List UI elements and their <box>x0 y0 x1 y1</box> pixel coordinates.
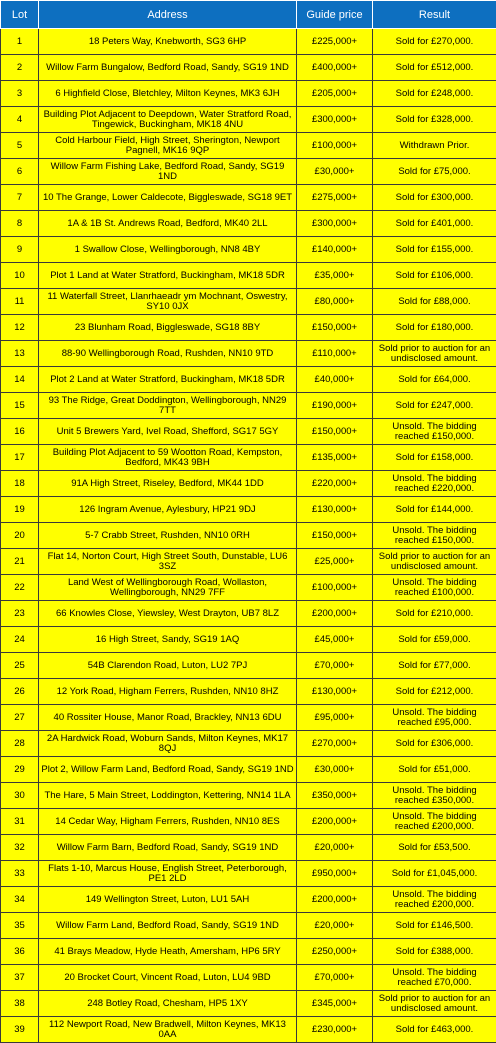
table-row <box>1 185 496 211</box>
cell-address: Willow Farm Bungalow, Bedford Road, Sandy, SG19 1ND <box>39 55 297 81</box>
cell-address: 1 Swallow Close, Wellingborough, NN8 4BY <box>39 237 297 263</box>
cell-address: Willow Farm Barn, Bedford Road, Sandy, SG19 1ND <box>39 835 297 861</box>
cell-lot: 18 <box>1 471 39 497</box>
cell-lot: 8 <box>1 211 39 237</box>
cell-guide-price: £150,000+ <box>297 315 373 341</box>
table-row <box>1 341 496 367</box>
cell-lot: 39 <box>1 1017 39 1043</box>
cell-guide-price: £200,000+ <box>297 887 373 913</box>
cell-guide-price: £400,000+ <box>297 55 373 81</box>
cell-guide-price: £70,000+ <box>297 653 373 679</box>
cell-lot: 25 <box>1 653 39 679</box>
cell-guide-price: £200,000+ <box>297 601 373 627</box>
cell-lot: 24 <box>1 627 39 653</box>
cell-address: 149 Wellington Street, Luton, LU1 5AH <box>39 887 297 913</box>
table-row <box>1 939 496 965</box>
cell-lot: 12 <box>1 315 39 341</box>
cell-result: Sold prior to auction for an undisclosed amount. <box>373 341 496 367</box>
cell-result: Sold for £306,000. <box>373 731 496 757</box>
cell-result: Sold for £1,045,000. <box>373 861 496 887</box>
table-row <box>1 965 496 991</box>
cell-guide-price: £275,000+ <box>297 185 373 211</box>
cell-lot: 9 <box>1 237 39 263</box>
header-lot: Lot <box>1 1 39 29</box>
table-row <box>1 393 496 419</box>
cell-result: Sold for £212,000. <box>373 679 496 705</box>
table-row <box>1 887 496 913</box>
cell-lot: 26 <box>1 679 39 705</box>
cell-address: The Hare, 5 Main Street, Loddington, Kettering, NN14 1LA <box>39 783 297 809</box>
cell-address: 40 Rossiter House, Manor Road, Brackley, NN13 6DU <box>39 705 297 731</box>
table-row <box>1 835 496 861</box>
cell-result: Sold for £328,000. <box>373 107 496 133</box>
cell-guide-price: £35,000+ <box>297 263 373 289</box>
cell-address: Unit 5 Brewers Yard, Ivel Road, Shefford, SG17 5GY <box>39 419 297 445</box>
cell-address: 66 Knowles Close, Yiewsley, West Drayton, UB7 8LZ <box>39 601 297 627</box>
cell-address: 126 Ingram Avenue, Aylesbury, HP21 9DJ <box>39 497 297 523</box>
cell-guide-price: £250,000+ <box>297 939 373 965</box>
cell-guide-price: £300,000+ <box>297 107 373 133</box>
cell-guide-price: £150,000+ <box>297 419 373 445</box>
cell-lot: 29 <box>1 757 39 783</box>
cell-address: Plot 2 Land at Water Stratford, Buckingham, MK18 5DR <box>39 367 297 393</box>
cell-result: Sold for £51,000. <box>373 757 496 783</box>
cell-result: Sold for £59,000. <box>373 627 496 653</box>
cell-address: Flats 1-10, Marcus House, English Street, Peterborough, PE1 2LD <box>39 861 297 887</box>
table-row <box>1 861 496 887</box>
cell-lot: 17 <box>1 445 39 471</box>
cell-result: Sold for £88,000. <box>373 289 496 315</box>
header-result: Result <box>373 1 496 29</box>
table-row <box>1 809 496 835</box>
cell-address: 18 Peters Way, Knebworth, SG3 6HP <box>39 29 297 55</box>
table-body <box>1 29 496 1043</box>
cell-lot: 21 <box>1 549 39 575</box>
cell-lot: 38 <box>1 991 39 1017</box>
table-row <box>1 471 496 497</box>
table-row <box>1 783 496 809</box>
cell-guide-price: £25,000+ <box>297 549 373 575</box>
table-row <box>1 549 496 575</box>
cell-lot: 30 <box>1 783 39 809</box>
cell-result: Sold for £158,000. <box>373 445 496 471</box>
table-row <box>1 133 496 159</box>
cell-guide-price: £345,000+ <box>297 991 373 1017</box>
header-row <box>1 1 496 29</box>
cell-lot: 3 <box>1 81 39 107</box>
table-row <box>1 731 496 757</box>
cell-guide-price: £950,000+ <box>297 861 373 887</box>
cell-guide-price: £20,000+ <box>297 835 373 861</box>
cell-address: Willow Farm Fishing Lake, Bedford Road, Sandy, SG19 1ND <box>39 159 297 185</box>
cell-address: Building Plot Adjacent to 59 Wootton Road, Kempston, Bedford, MK43 9BH <box>39 445 297 471</box>
cell-result: Withdrawn Prior. <box>373 133 496 159</box>
cell-result: Sold for £401,000. <box>373 211 496 237</box>
cell-guide-price: £45,000+ <box>297 627 373 653</box>
table-row <box>1 523 496 549</box>
cell-result: Unsold. The bidding reached £150,000. <box>373 419 496 445</box>
cell-result: Unsold. The bidding reached £200,000. <box>373 887 496 913</box>
cell-guide-price: £110,000+ <box>297 341 373 367</box>
cell-address: 88-90 Wellingborough Road, Rushden, NN10 9TD <box>39 341 297 367</box>
cell-address: 91A High Street, Riseley, Bedford, MK44 1DD <box>39 471 297 497</box>
cell-guide-price: £20,000+ <box>297 913 373 939</box>
cell-guide-price: £220,000+ <box>297 471 373 497</box>
cell-address: 11 Waterfall Street, Llanrhaeadr ym Mochnant, Oswestry, SY10 0JX <box>39 289 297 315</box>
cell-lot: 37 <box>1 965 39 991</box>
table-row <box>1 315 496 341</box>
cell-result: Unsold. The bidding reached £350,000. <box>373 783 496 809</box>
header-guide-price: Guide price <box>297 1 373 29</box>
cell-result: Sold for £53,500. <box>373 835 496 861</box>
cell-lot: 1 <box>1 29 39 55</box>
cell-result: Unsold. The bidding reached £70,000. <box>373 965 496 991</box>
cell-lot: 20 <box>1 523 39 549</box>
cell-address: 10 The Grange, Lower Caldecote, Biggleswade, SG18 9ET <box>39 185 297 211</box>
cell-result: Unsold. The bidding reached £95,000. <box>373 705 496 731</box>
cell-result: Sold for £210,000. <box>373 601 496 627</box>
table-row <box>1 1017 496 1043</box>
cell-guide-price: £300,000+ <box>297 211 373 237</box>
cell-address: 93 The Ridge, Great Doddington, Wellingborough, NN29 7TT <box>39 393 297 419</box>
cell-lot: 10 <box>1 263 39 289</box>
cell-result: Sold for £512,000. <box>373 55 496 81</box>
cell-lot: 7 <box>1 185 39 211</box>
cell-lot: 32 <box>1 835 39 861</box>
cell-lot: 11 <box>1 289 39 315</box>
cell-address: 1A & 1B St. Andrews Road, Bedford, MK40 2LL <box>39 211 297 237</box>
cell-result: Unsold. The bidding reached £220,000. <box>373 471 496 497</box>
cell-address: Flat 14, Norton Court, High Street South, Dunstable, LU6 3SZ <box>39 549 297 575</box>
table-row <box>1 627 496 653</box>
cell-lot: 14 <box>1 367 39 393</box>
table-row <box>1 29 496 55</box>
cell-guide-price: £100,000+ <box>297 575 373 601</box>
cell-address: 12 York Road, Higham Ferrers, Rushden, NN10 8HZ <box>39 679 297 705</box>
cell-guide-price: £205,000+ <box>297 81 373 107</box>
cell-guide-price: £95,000+ <box>297 705 373 731</box>
table-row <box>1 237 496 263</box>
cell-address: Building Plot Adjacent to Deepdown, Water Stratford Road, Tingewick, Buckingham, MK18 4NU <box>39 107 297 133</box>
table-row <box>1 991 496 1017</box>
cell-address: 2A Hardwick Road, Woburn Sands, Milton Keynes, MK17 8QJ <box>39 731 297 757</box>
cell-address: 41 Brays Meadow, Hyde Heath, Amersham, HP6 5RY <box>39 939 297 965</box>
cell-result: Sold for £463,000. <box>373 1017 496 1043</box>
cell-address: Plot 1 Land at Water Stratford, Buckingham, MK18 5DR <box>39 263 297 289</box>
cell-guide-price: £350,000+ <box>297 783 373 809</box>
cell-address: 23 Blunham Road, Biggleswade, SG18 8BY <box>39 315 297 341</box>
cell-lot: 35 <box>1 913 39 939</box>
cell-lot: 15 <box>1 393 39 419</box>
cell-result: Sold for £248,000. <box>373 81 496 107</box>
cell-lot: 23 <box>1 601 39 627</box>
cell-result: Sold for £144,000. <box>373 497 496 523</box>
cell-lot: 13 <box>1 341 39 367</box>
cell-lot: 16 <box>1 419 39 445</box>
cell-result: Sold for £146,500. <box>373 913 496 939</box>
cell-lot: 31 <box>1 809 39 835</box>
cell-result: Sold prior to auction for an undisclosed amount. <box>373 549 496 575</box>
cell-result: Sold for £388,000. <box>373 939 496 965</box>
cell-result: Sold for £247,000. <box>373 393 496 419</box>
table-row <box>1 419 496 445</box>
cell-address: 112 Newport Road, New Bradwell, Milton Keynes, MK13 0AA <box>39 1017 297 1043</box>
cell-lot: 22 <box>1 575 39 601</box>
cell-guide-price: £190,000+ <box>297 393 373 419</box>
cell-guide-price: £270,000+ <box>297 731 373 757</box>
cell-guide-price: £130,000+ <box>297 497 373 523</box>
cell-guide-price: £30,000+ <box>297 757 373 783</box>
cell-lot: 5 <box>1 133 39 159</box>
table-row <box>1 601 496 627</box>
table-row <box>1 497 496 523</box>
cell-guide-price: £30,000+ <box>297 159 373 185</box>
cell-address: Land West of Wellingborough Road, Wollaston, Wellingborough, NN29 7FF <box>39 575 297 601</box>
cell-lot: 4 <box>1 107 39 133</box>
cell-guide-price: £225,000+ <box>297 29 373 55</box>
table-row <box>1 575 496 601</box>
cell-guide-price: £200,000+ <box>297 809 373 835</box>
cell-address: 6 Highfield Close, Bletchley, Milton Keynes, MK3 6JH <box>39 81 297 107</box>
cell-guide-price: £140,000+ <box>297 237 373 263</box>
cell-guide-price: £80,000+ <box>297 289 373 315</box>
cell-address: 20 Brocket Court, Vincent Road, Luton, LU4 9BD <box>39 965 297 991</box>
table-row <box>1 367 496 393</box>
table-row <box>1 55 496 81</box>
cell-lot: 27 <box>1 705 39 731</box>
table-row <box>1 81 496 107</box>
table-row <box>1 211 496 237</box>
cell-lot: 36 <box>1 939 39 965</box>
table-row <box>1 679 496 705</box>
cell-address: 16 High Street, Sandy, SG19 1AQ <box>39 627 297 653</box>
cell-result: Sold for £77,000. <box>373 653 496 679</box>
cell-lot: 2 <box>1 55 39 81</box>
table-row <box>1 107 496 133</box>
cell-lot: 34 <box>1 887 39 913</box>
table-row <box>1 653 496 679</box>
cell-result: Sold for £155,000. <box>373 237 496 263</box>
cell-result: Unsold. The bidding reached £100,000. <box>373 575 496 601</box>
cell-guide-price: £70,000+ <box>297 965 373 991</box>
cell-lot: 28 <box>1 731 39 757</box>
table-row <box>1 263 496 289</box>
cell-result: Sold for £270,000. <box>373 29 496 55</box>
cell-guide-price: £135,000+ <box>297 445 373 471</box>
cell-address: 5-7 Crabb Street, Rushden, NN10 0RH <box>39 523 297 549</box>
table-row <box>1 913 496 939</box>
cell-guide-price: £40,000+ <box>297 367 373 393</box>
cell-address: 248 Botley Road, Chesham, HP5 1XY <box>39 991 297 1017</box>
table-row <box>1 757 496 783</box>
cell-guide-price: £130,000+ <box>297 679 373 705</box>
header-address: Address <box>39 1 297 29</box>
cell-lot: 19 <box>1 497 39 523</box>
cell-result: Unsold. The bidding reached £200,000. <box>373 809 496 835</box>
cell-result: Sold for £64,000. <box>373 367 496 393</box>
table-row <box>1 289 496 315</box>
cell-lot: 33 <box>1 861 39 887</box>
table-row <box>1 445 496 471</box>
cell-address: Willow Farm Land, Bedford Road, Sandy, SG19 1ND <box>39 913 297 939</box>
cell-result: Sold for £106,000. <box>373 263 496 289</box>
cell-guide-price: £230,000+ <box>297 1017 373 1043</box>
cell-address: Cold Harbour Field, High Street, Sherington, Newport Pagnell, MK16 9QP <box>39 133 297 159</box>
cell-result: Unsold. The bidding reached £150,000. <box>373 523 496 549</box>
cell-address: 54B Clarendon Road, Luton, LU2 7PJ <box>39 653 297 679</box>
cell-guide-price: £100,000+ <box>297 133 373 159</box>
cell-lot: 6 <box>1 159 39 185</box>
cell-result: Sold for £180,000. <box>373 315 496 341</box>
cell-guide-price: £150,000+ <box>297 523 373 549</box>
cell-address: 14 Cedar Way, Higham Ferrers, Rushden, NN10 8ES <box>39 809 297 835</box>
table-row <box>1 705 496 731</box>
table-row <box>1 159 496 185</box>
cell-result: Sold for £75,000. <box>373 159 496 185</box>
cell-result: Sold for £300,000. <box>373 185 496 211</box>
cell-result: Sold prior to auction for an undisclosed amount. <box>373 991 496 1017</box>
cell-address: Plot 2, Willow Farm Land, Bedford Road, Sandy, SG19 1ND <box>39 757 297 783</box>
